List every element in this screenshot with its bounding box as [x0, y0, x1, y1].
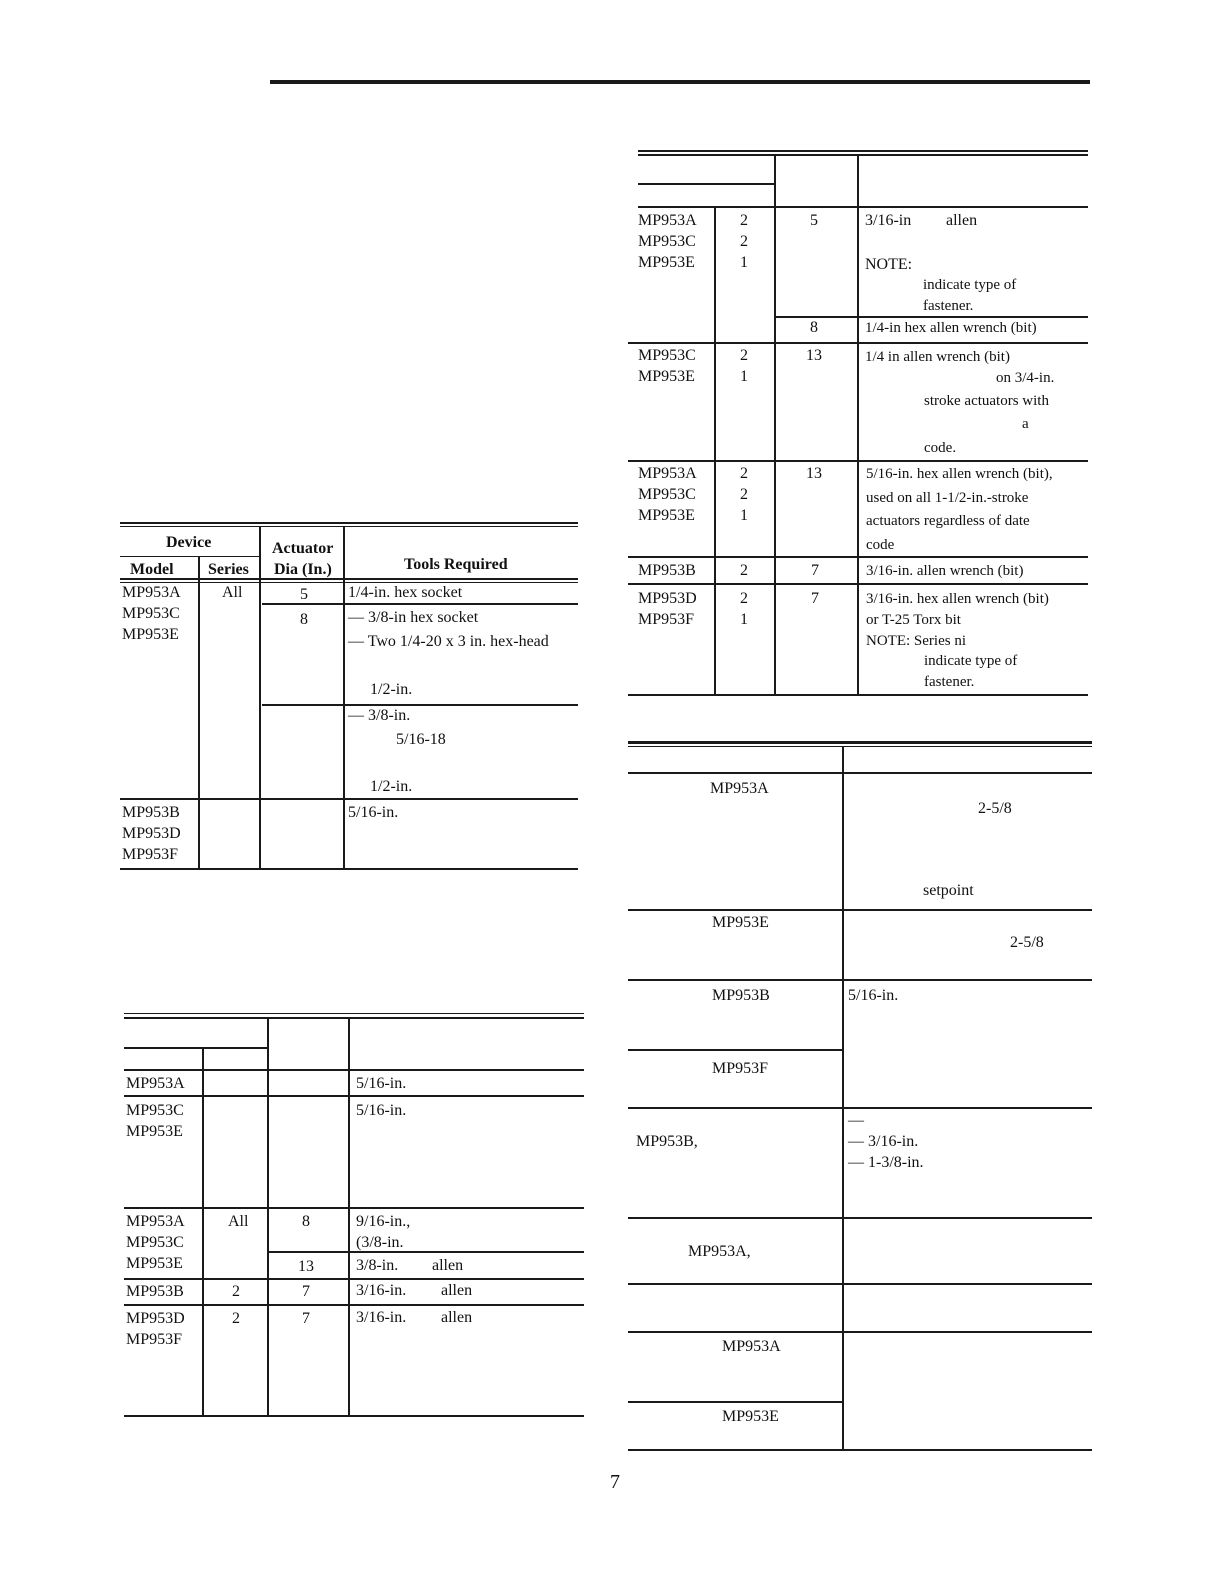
t2-series: 2	[232, 1310, 240, 1327]
t1-tool: 5/16-in.	[348, 804, 399, 821]
t3-tool: allen	[946, 212, 978, 229]
t3-tool: 3/16-in. hex allen wrench (bit)	[866, 591, 1049, 607]
t3-tool: code	[866, 537, 895, 553]
t3-dia: 13	[806, 465, 822, 482]
t3-dia: 5	[810, 212, 818, 229]
t3-model: MP953A	[638, 212, 697, 229]
header-model: Model	[130, 561, 174, 578]
t3-note: indicate type of	[923, 277, 1017, 293]
t3-series: 1	[740, 254, 748, 271]
t4-model: MP953B,	[636, 1133, 698, 1150]
t1-tool: 1/2-in.	[370, 681, 413, 698]
t3-series: 2	[740, 347, 748, 364]
t4-model: MP953B	[712, 987, 770, 1004]
t3-series: 2	[740, 590, 748, 607]
t2-tool: allen	[432, 1257, 464, 1274]
t1-tool: 1/4-in. hex socket	[348, 584, 463, 601]
t4-model: MP953A	[710, 780, 769, 797]
t3-model: MP953E	[638, 254, 695, 271]
t3-tool: used on all 1-1/2-in.-stroke	[866, 490, 1029, 506]
t3-model: MP953C	[638, 233, 696, 250]
t2-model: MP953A	[126, 1213, 185, 1230]
t2-model: MP953E	[126, 1255, 183, 1272]
t2-tool: allen	[441, 1309, 473, 1326]
t4-model: MP953E	[722, 1408, 779, 1425]
t1-series: All	[222, 584, 243, 601]
t3-tool: or T-25 Torx bit	[866, 612, 961, 628]
t3-series: 2	[740, 486, 748, 503]
t2-dia: 7	[302, 1283, 310, 1300]
t1-tool: 1/2-in.	[370, 778, 413, 795]
t2-tool: 5/16-in.	[356, 1102, 407, 1119]
t3-model: MP953C	[638, 486, 696, 503]
t1-model: MP953A	[122, 584, 181, 601]
t2-dia: 8	[302, 1213, 310, 1230]
t3-tool: 5/16-in. hex allen wrench (bit),	[866, 466, 1053, 482]
t1-model: MP953F	[122, 846, 179, 863]
header-actuator: Actuator	[272, 540, 334, 557]
t2-tool: 9/16-in.,	[356, 1213, 411, 1230]
t4-desc: 2-5/8	[978, 800, 1012, 817]
t3-note: NOTE:	[865, 256, 913, 273]
t4-desc: 5/16-in.	[848, 987, 899, 1004]
t3-tool: NOTE: Series ni	[866, 633, 966, 649]
t4-desc: — 3/16-in.	[848, 1133, 919, 1150]
t2-series: 2	[232, 1283, 240, 1300]
t3-dia: 13	[806, 347, 822, 364]
t1-model: MP953C	[122, 605, 180, 622]
t3-tool: actuators regardless of date	[866, 513, 1030, 529]
t1-model: MP953E	[122, 626, 179, 643]
t4-desc: setpoint	[923, 882, 974, 899]
t1-model: MP953B	[122, 804, 180, 821]
t3-tool: code.	[924, 440, 957, 456]
t3-dia: 7	[811, 590, 819, 607]
t4-model: MP953A,	[688, 1243, 751, 1260]
t4-desc: —	[848, 1112, 864, 1129]
t2-model: MP953D	[126, 1310, 185, 1327]
t3-tool: 1/4 in allen wrench (bit)	[865, 349, 1010, 365]
t2-model: MP953E	[126, 1123, 183, 1140]
t1-dia: 5	[300, 586, 308, 603]
t4-desc: — 1-3/8-in.	[848, 1154, 924, 1171]
t3-note: fastener.	[923, 298, 974, 314]
t1-tool: — 3/8-in.	[348, 707, 411, 724]
t3-tool: indicate type of	[924, 653, 1018, 669]
t2-model: MP953F	[126, 1331, 183, 1348]
t2-tool: 5/16-in.	[356, 1075, 407, 1092]
t1-model: MP953D	[122, 825, 181, 842]
t2-model: MP953A	[126, 1075, 185, 1092]
t3-model: MP953A	[638, 465, 697, 482]
t3-dia: 8	[810, 319, 818, 336]
t3-series: 1	[740, 611, 748, 628]
t4-model: MP953E	[712, 914, 769, 931]
t3-model: MP953F	[638, 611, 695, 628]
page-number: 7	[610, 1471, 620, 1493]
header-tools-required: Tools Required	[404, 556, 508, 573]
t2-model: MP953B	[126, 1283, 184, 1300]
t1-tool: 5/16-18	[396, 731, 446, 748]
t2-dia: 13	[298, 1258, 314, 1275]
t2-tool: allen	[441, 1282, 473, 1299]
t2-tool: 3/8-in.	[356, 1257, 399, 1274]
t3-model: MP953C	[638, 347, 696, 364]
t3-series: 2	[740, 212, 748, 229]
t3-model: MP953B	[638, 562, 696, 579]
t1-dia: 8	[300, 611, 308, 628]
t3-series: 1	[740, 368, 748, 385]
top-rule	[270, 80, 1090, 84]
t2-tool: 3/16-in.	[356, 1282, 407, 1299]
t3-series: 2	[740, 465, 748, 482]
t3-model: MP953E	[638, 507, 695, 524]
t1-tool: — Two 1/4-20 x 3 in. hex-head	[348, 633, 549, 650]
t3-tool: stroke actuators with	[924, 393, 1049, 409]
t3-tool: 3/16-in. allen wrench (bit)	[866, 563, 1024, 579]
t3-dia: 7	[811, 562, 819, 579]
t3-tool: on 3/4-in.	[996, 370, 1055, 386]
t3-series: 1	[740, 507, 748, 524]
t4-desc: 2-5/8	[1010, 934, 1044, 951]
t3-tool: 3/16-in	[865, 212, 912, 229]
t2-tool: 3/16-in.	[356, 1309, 407, 1326]
t2-model: MP953C	[126, 1102, 184, 1119]
t4-model: MP953F	[712, 1060, 769, 1077]
t2-model: MP953C	[126, 1234, 184, 1251]
header-actuator-dia: Dia (In.)	[274, 561, 332, 578]
t3-series: 2	[740, 233, 748, 250]
t3-tool: fastener.	[924, 674, 975, 690]
t1-tool: — 3/8-in hex socket	[348, 609, 479, 626]
t3-series: 2	[740, 562, 748, 579]
t2-series: All	[228, 1213, 249, 1230]
t3-model: MP953D	[638, 590, 697, 607]
t3-tool: 1/4-in hex allen wrench (bit)	[865, 320, 1037, 336]
t2-dia: 7	[302, 1310, 310, 1327]
t3-tool: a	[1022, 416, 1029, 432]
t4-model: MP953A	[722, 1338, 781, 1355]
header-series: Series	[208, 561, 249, 578]
t2-tool: (3/8-in.	[356, 1234, 404, 1251]
header-device: Device	[166, 534, 212, 551]
t3-model: MP953E	[638, 368, 695, 385]
